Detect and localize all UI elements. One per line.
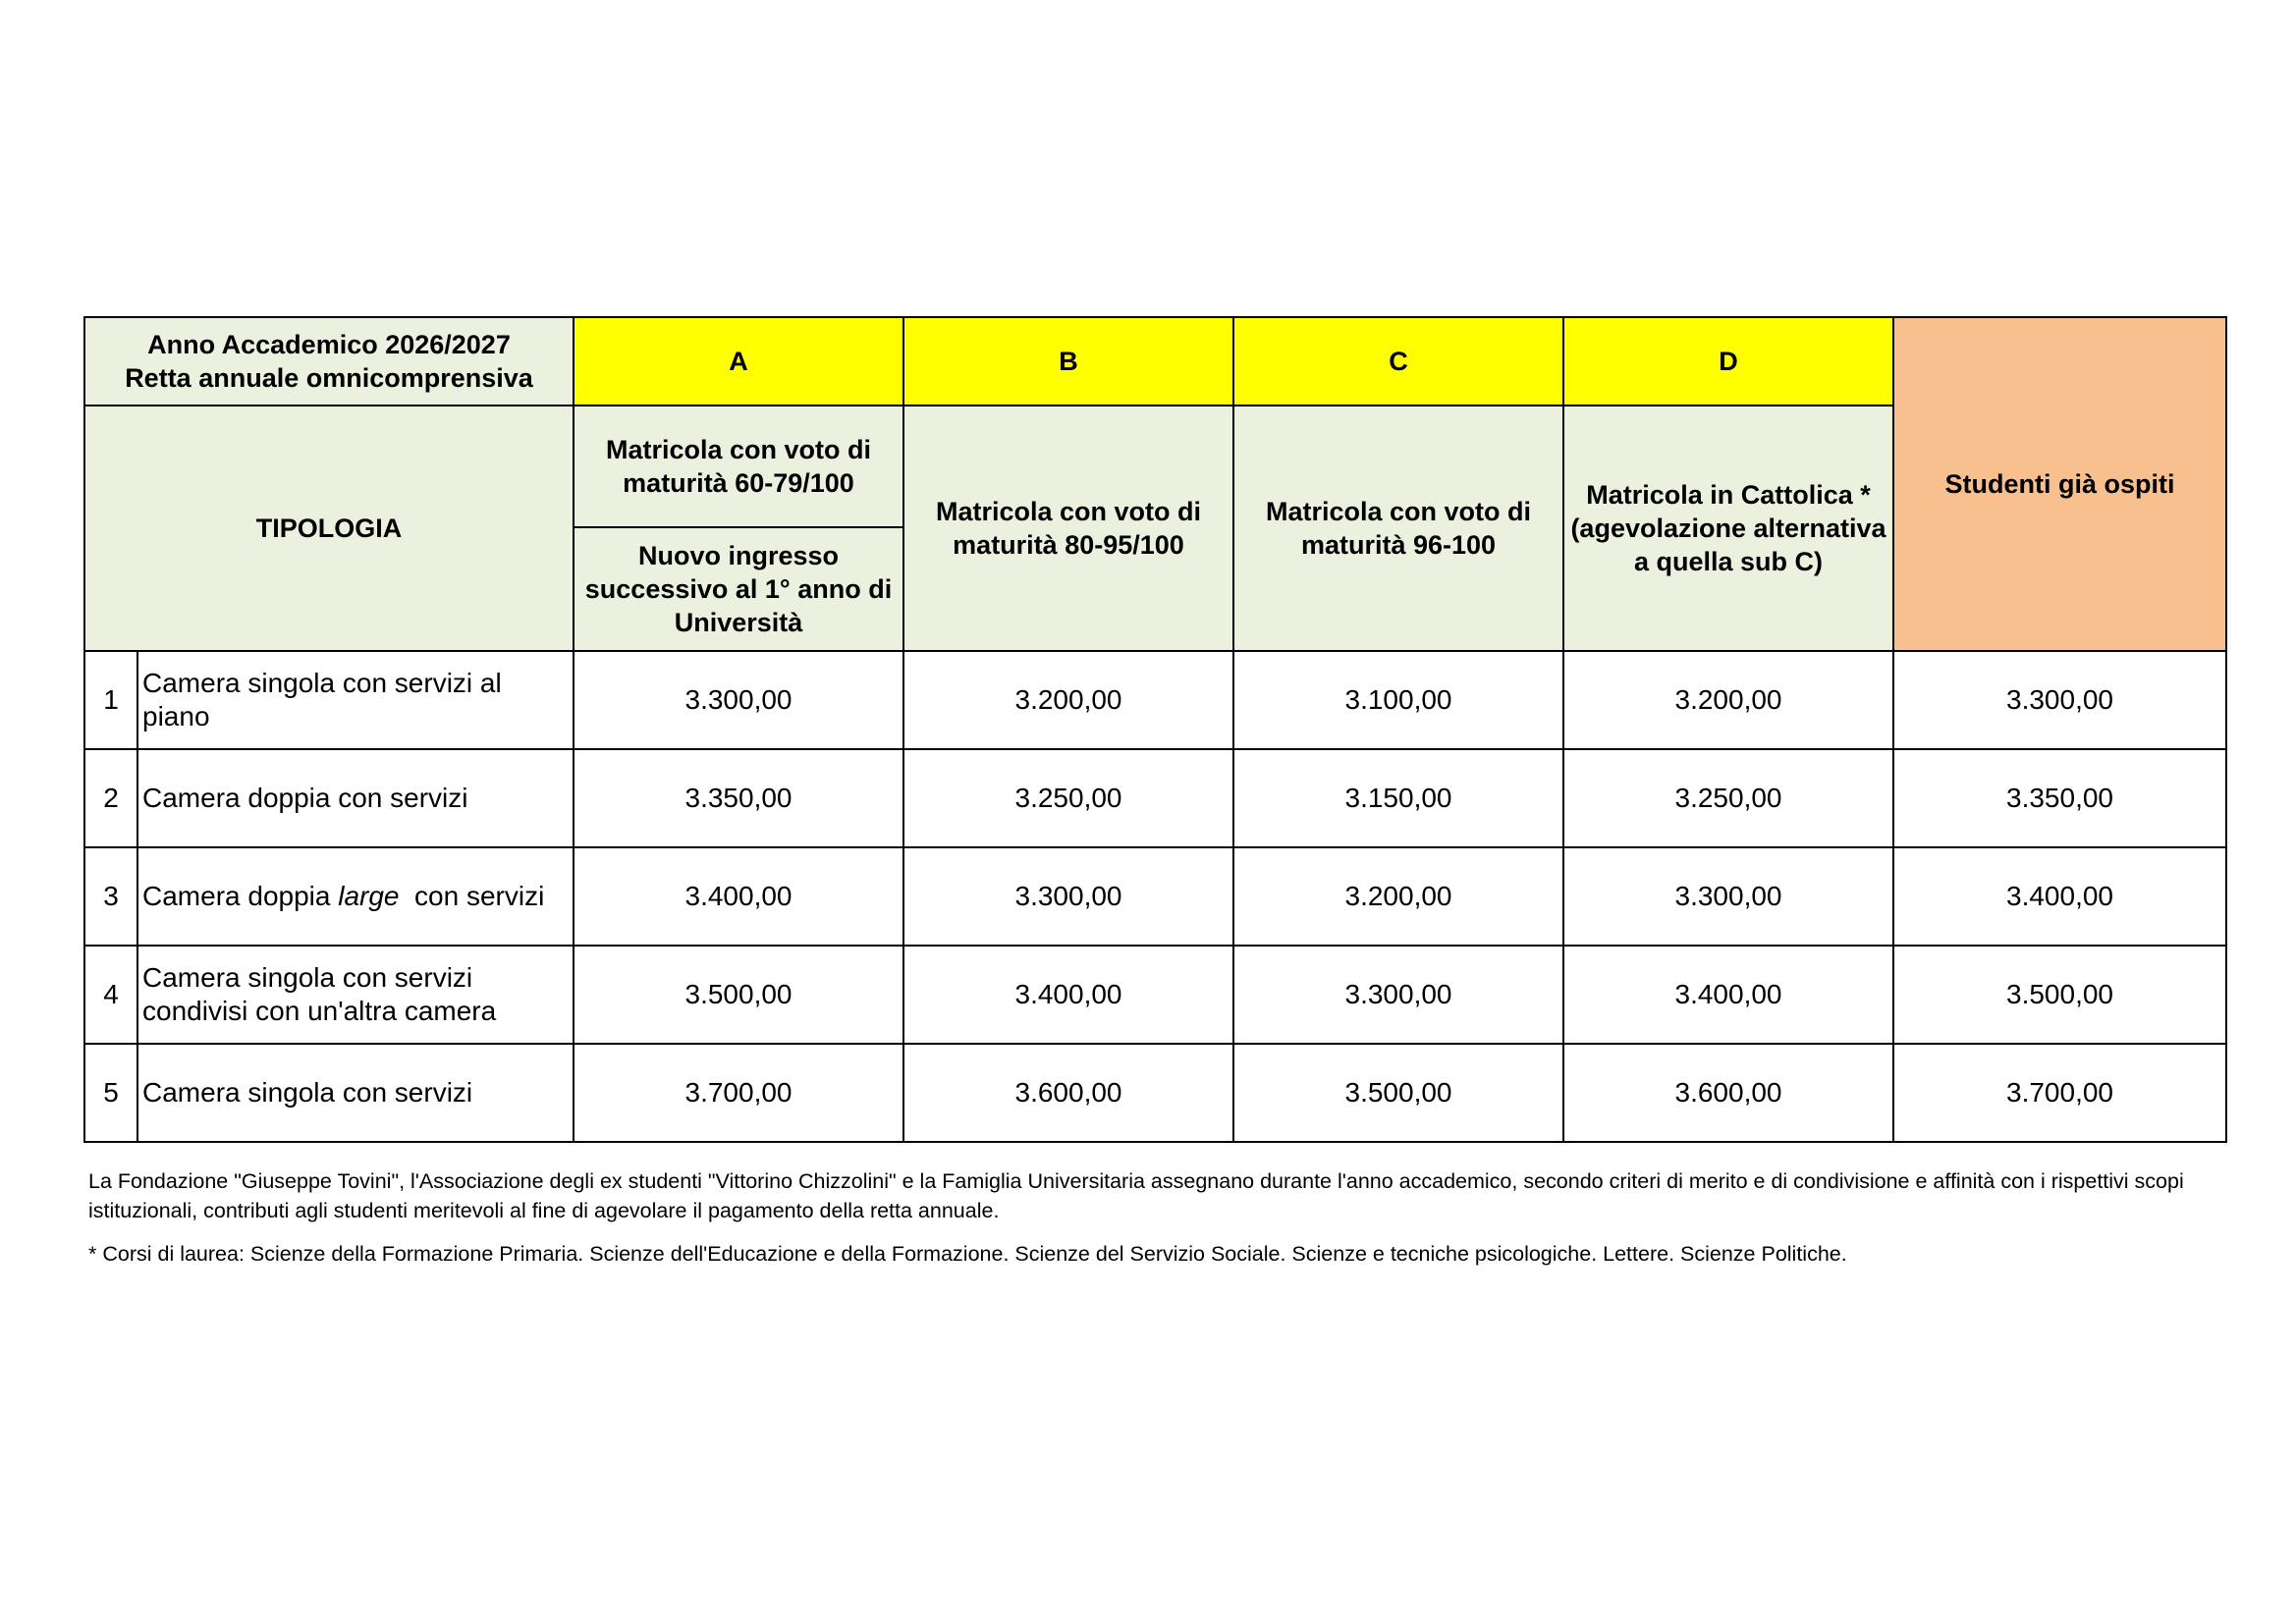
- room-type: [137, 946, 574, 1044]
- degree-courses-note: * Corsi di laurea: Scienze della Formazione Primaria. Scienze dell'Educazione e della Formazione. Scienze del Servizio Sociale. Scienze e tecniche psicologiche. Lettere. Scienze Politiche.: [88, 1242, 1847, 1266]
- fee-cell: 3.500,00: [1893, 946, 2226, 1044]
- row-number: 1: [84, 651, 137, 749]
- fee-cell: 3.600,00: [903, 1044, 1233, 1142]
- column-header-existing-guests: Studenti già ospiti: [1893, 317, 2226, 651]
- column-letter-b: B: [903, 317, 1233, 406]
- fee-cell: 3.250,00: [903, 749, 1233, 847]
- row-number: 4: [84, 946, 137, 1044]
- column-letter-a: A: [574, 317, 903, 406]
- fee-cell: 3.500,00: [1233, 1044, 1563, 1142]
- room-type: Camera doppia con servizi: [137, 749, 574, 847]
- column-letter-c: C: [1233, 317, 1563, 406]
- annual-fee-label: Retta annuale omnicomprensiva: [125, 363, 533, 393]
- fee-cell: 3.400,00: [1893, 847, 2226, 946]
- fee-cell: 3.200,00: [1563, 651, 1893, 749]
- fee-cell: 3.300,00: [1233, 946, 1563, 1044]
- fee-cell: 3.400,00: [1563, 946, 1893, 1044]
- fee-cell: 3.700,00: [1893, 1044, 2226, 1142]
- fee-cell: 3.600,00: [1563, 1044, 1893, 1142]
- row-number: 2: [84, 749, 137, 847]
- table-row: [84, 946, 2226, 1044]
- row-number: 5: [84, 1044, 137, 1142]
- table-row: [84, 749, 2226, 847]
- column-header-c: Matricola con voto di maturità 96-100: [1233, 406, 1563, 651]
- room-type-line1: Camera singola con servizi: [142, 962, 473, 993]
- fee-cell: 3.350,00: [1893, 749, 2226, 847]
- fee-cell: 3.100,00: [1233, 651, 1563, 749]
- fee-cell: 3.150,00: [1233, 749, 1563, 847]
- fee-cell: 3.400,00: [574, 847, 903, 946]
- fee-cell: 3.300,00: [1893, 651, 2226, 749]
- room-type: Camera singola con servizi: [137, 1044, 574, 1142]
- fee-cell: 3.700,00: [574, 1044, 903, 1142]
- column-header-d: Matricola in Cattolica * (agevolazione alternativa a quella sub C): [1563, 406, 1893, 651]
- column-header-a-grade: Matricola con voto di maturità 60-79/100: [574, 406, 903, 527]
- scholarship-note: La Fondazione "Giuseppe Tovini", l'Associazione degli ex studenti "Vittorino Chizzolini" e la Famiglia Universitaria assegnano durante l'anno accademico, secondo criteri di merito e di condivisione e affinità con i rispettivi scopi istituzionali, contributi agli studenti meritevoli al fine di agevolare il pagamento della retta annuale.: [88, 1169, 2184, 1222]
- column-header-a-new-entry: Nuovo ingresso successivo al 1° anno di Università: [574, 527, 903, 651]
- footnotes: [88, 1166, 2210, 1282]
- academic-year-header: [84, 317, 574, 406]
- column-header-b: Matricola con voto di maturità 80-95/100: [903, 406, 1233, 651]
- row-number: 3: [84, 847, 137, 946]
- room-type: [137, 847, 574, 946]
- room-type-emphasis: large: [338, 881, 400, 911]
- fee-cell: 3.200,00: [1233, 847, 1563, 946]
- room-type-line2: condivisi con un'altra camera: [142, 996, 497, 1026]
- fees-table: [83, 316, 2227, 1143]
- fee-cell: 3.350,00: [574, 749, 903, 847]
- fee-cell: 3.500,00: [574, 946, 903, 1044]
- room-type-prefix: Camera doppia: [142, 881, 339, 911]
- fee-cell: 3.200,00: [903, 651, 1233, 749]
- fee-cell: 3.250,00: [1563, 749, 1893, 847]
- room-type-suffix: con servizi: [399, 881, 545, 911]
- fee-cell: 3.300,00: [903, 847, 1233, 946]
- table-row: [84, 651, 2226, 749]
- fee-cell: 3.300,00: [1563, 847, 1893, 946]
- table-row: [84, 1044, 2226, 1142]
- tipologia-header: TIPOLOGIA: [84, 406, 574, 651]
- column-letter-d: D: [1563, 317, 1893, 406]
- table-row: [84, 847, 2226, 946]
- fee-cell: 3.400,00: [903, 946, 1233, 1044]
- fee-cell: 3.300,00: [574, 651, 903, 749]
- academic-year-label: Anno Accademico 2026/2027: [147, 330, 511, 359]
- room-type: Camera singola con servizi al piano: [137, 651, 574, 749]
